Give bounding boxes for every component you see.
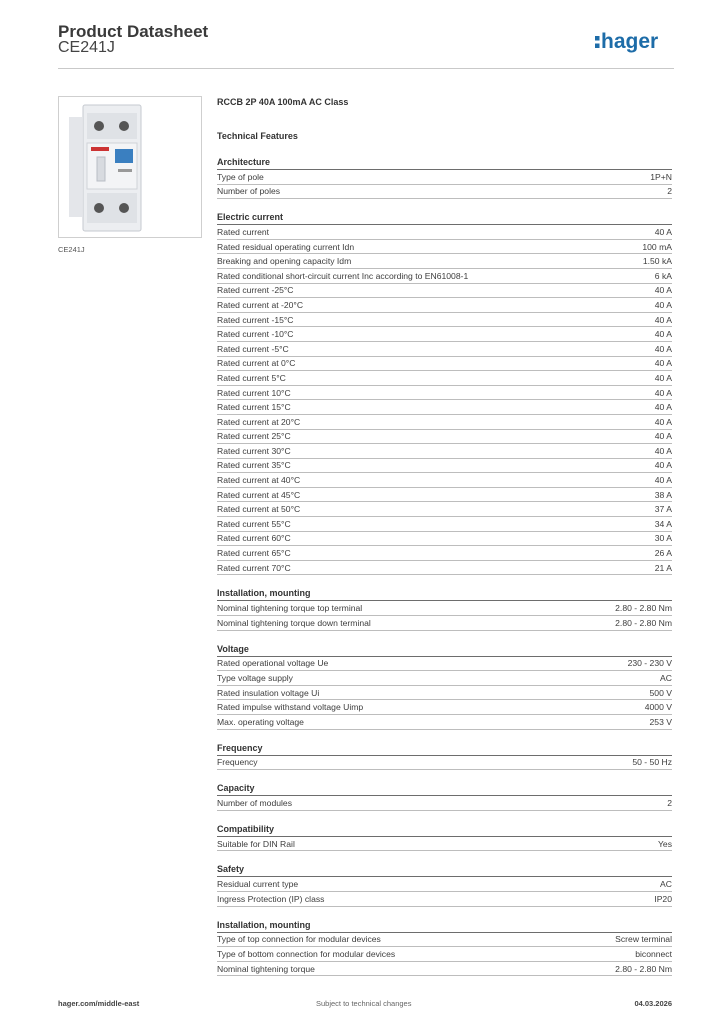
spec-value: 34 A	[654, 518, 672, 529]
spec-row	[217, 502, 672, 517]
spec-row	[217, 488, 672, 503]
spec-row	[217, 546, 672, 561]
spec-row	[217, 686, 672, 701]
spec-row	[217, 371, 672, 386]
spec-row	[217, 415, 672, 430]
spec-value: 30 A	[654, 533, 672, 544]
spec-label: Nominal tightening torque top terminal	[217, 603, 363, 614]
spec-row	[217, 269, 672, 284]
spec-row	[217, 561, 672, 576]
spec-row	[217, 170, 672, 185]
spec-label: Rated current at 20°C	[217, 416, 301, 427]
spec-section	[217, 587, 672, 630]
spec-value: 40 A	[654, 402, 672, 413]
spec-section	[217, 782, 672, 811]
spec-row	[217, 444, 672, 459]
spec-value: 38 A	[654, 489, 672, 500]
spec-value: 40 A	[654, 226, 672, 237]
spec-label: Rated current -25°C	[217, 285, 294, 296]
spec-row	[217, 386, 672, 401]
spec-label: Nominal tightening torque	[217, 963, 315, 974]
spec-row	[217, 327, 672, 342]
spec-section	[217, 742, 672, 771]
spec-value: 40 A	[654, 285, 672, 296]
section-title: Frequency	[217, 742, 672, 756]
spec-label: Rated current 60°C	[217, 533, 291, 544]
spec-row	[217, 700, 672, 715]
spec-value: 50 - 50 Hz	[632, 757, 672, 768]
spec-value: Yes	[657, 838, 672, 849]
spec-label: Frequency	[217, 757, 258, 768]
spec-row	[217, 756, 672, 771]
spec-label: Rated conditional short-circuit current Inc according to EN61008-1	[217, 270, 469, 281]
product-code: CE241J	[58, 39, 115, 56]
spec-row	[217, 313, 672, 328]
spec-value: 40 A	[654, 372, 672, 383]
spec-row	[217, 185, 672, 200]
spec-label: Rated insulation voltage Ui	[217, 687, 320, 698]
spec-row	[217, 877, 672, 892]
footer-date: 04.03.2026	[634, 999, 672, 1008]
spec-row	[217, 357, 672, 372]
section-title: Architecture	[217, 156, 672, 170]
spec-row	[217, 616, 672, 631]
spec-row	[217, 657, 672, 672]
spec-section	[217, 863, 672, 906]
spec-label: Rated current -5°C	[217, 343, 289, 354]
spec-value: 40 A	[654, 329, 672, 340]
spec-value: 40 A	[654, 445, 672, 456]
spec-value: AC	[660, 673, 672, 684]
spec-value: 1.50 kA	[642, 256, 672, 267]
spec-row	[217, 947, 672, 962]
spec-sections	[217, 156, 672, 976]
spec-value: 500 V	[649, 687, 672, 698]
technical-content	[217, 96, 672, 976]
spec-label: Rated current	[217, 226, 270, 237]
spec-row	[217, 342, 672, 357]
spec-value: 2	[667, 797, 672, 808]
spec-row	[217, 240, 672, 255]
spec-label: Suitable for DIN Rail	[217, 838, 295, 849]
spec-value: 2.80 - 2.80 Nm	[615, 603, 672, 614]
spec-label: Rated current 10°C	[217, 387, 291, 398]
spec-value: 2.80 - 2.80 Nm	[615, 963, 672, 974]
section-title: Electric current	[217, 211, 672, 225]
spec-label: Rated impulse withstand voltage Uimp	[217, 702, 364, 713]
spec-label: Rated current -10°C	[217, 329, 294, 340]
spec-value: 40 A	[654, 416, 672, 427]
spec-label: Rated current 35°C	[217, 460, 291, 471]
spec-row	[217, 962, 672, 977]
spec-row	[217, 459, 672, 474]
spec-section	[217, 823, 672, 852]
spec-value: 230 - 230 V	[627, 658, 672, 669]
spec-row	[217, 473, 672, 488]
spec-label: Rated current at -20°C	[217, 299, 304, 310]
spec-value: 100 mA	[642, 241, 672, 252]
spec-label: Type of pole	[217, 171, 264, 182]
spec-value: 40 A	[654, 343, 672, 354]
spec-label: Rated current 70°C	[217, 562, 291, 573]
spec-value: 40 A	[654, 314, 672, 325]
spec-label: Rated current 15°C	[217, 402, 291, 413]
spec-row	[217, 532, 672, 547]
spec-label: Type voltage supply	[217, 673, 293, 684]
spec-section	[217, 211, 672, 575]
spec-row	[217, 671, 672, 686]
spec-section	[217, 156, 672, 199]
spec-value: 40 A	[654, 358, 672, 369]
spec-row	[217, 254, 672, 269]
technical-features-heading: Technical Features	[217, 131, 298, 141]
header-divider	[58, 68, 674, 69]
spec-label: Rated current 30°C	[217, 445, 291, 456]
spec-row	[217, 284, 672, 299]
spec-label: Residual current type	[217, 879, 299, 890]
spec-row	[217, 796, 672, 811]
spec-value: 26 A	[654, 548, 672, 559]
spec-label: Rated current 25°C	[217, 431, 291, 442]
spec-value: 6 kA	[654, 270, 672, 281]
spec-value: 40 A	[654, 460, 672, 471]
spec-section	[217, 643, 672, 730]
spec-label: Ingress Protection (IP) class	[217, 893, 325, 904]
section-title: Voltage	[217, 643, 672, 657]
spec-label: Rated current at 40°C	[217, 475, 301, 486]
spec-label: Rated residual operating current Idn	[217, 241, 355, 252]
section-title: Safety	[217, 863, 672, 877]
product-image	[58, 96, 202, 238]
spec-row	[217, 298, 672, 313]
hager-logo-icon	[594, 28, 674, 56]
spec-label: Max. operating voltage	[217, 716, 304, 727]
spec-value: 1P+N	[650, 171, 672, 182]
brand-name: hager	[601, 30, 659, 53]
spec-value: 2.80 - 2.80 Nm	[615, 617, 672, 628]
spec-value: 40 A	[654, 475, 672, 486]
spec-section	[217, 919, 672, 977]
spec-label: Rated operational voltage Ue	[217, 658, 329, 669]
spec-row	[217, 933, 672, 948]
spec-value: Screw terminal	[615, 934, 672, 945]
spec-label: Rated current 65°C	[217, 548, 291, 559]
spec-label: Rated current at 0°C	[217, 358, 296, 369]
footer-note: Subject to technical changes	[316, 999, 412, 1008]
spec-row	[217, 837, 672, 852]
spec-label: Number of poles	[217, 186, 281, 197]
spec-label: Type of bottom connection for modular devices	[217, 948, 396, 959]
spec-value: 4000 V	[644, 702, 672, 713]
section-title: Installation, mounting	[217, 919, 672, 933]
spec-label: Rated current at 45°C	[217, 489, 301, 500]
spec-row	[217, 400, 672, 415]
spec-value: 21 A	[654, 562, 672, 573]
spec-row	[217, 892, 672, 907]
spec-row	[217, 225, 672, 240]
section-title: Installation, mounting	[217, 587, 672, 601]
spec-label: Type of top connection for modular devices	[217, 934, 381, 945]
spec-value: 253 V	[649, 716, 672, 727]
section-title: Compatibility	[217, 823, 672, 837]
spec-value: 2	[667, 186, 672, 197]
spec-label: Nominal tightening torque down terminal	[217, 617, 371, 628]
section-title: Capacity	[217, 782, 672, 796]
spec-value: biconnect	[635, 948, 672, 959]
spec-row	[217, 601, 672, 616]
page-title: Product Datasheet	[58, 22, 209, 41]
rccb-device-icon	[59, 97, 201, 237]
spec-label: Rated current 55°C	[217, 518, 291, 529]
spec-row	[217, 715, 672, 730]
spec-label: Rated current -15°C	[217, 314, 294, 325]
spec-value: 40 A	[654, 431, 672, 442]
spec-label: Rated current 5°C	[217, 372, 286, 383]
spec-value: 37 A	[654, 504, 672, 515]
spec-row	[217, 517, 672, 532]
spec-value: IP20	[654, 893, 672, 904]
spec-value: 40 A	[654, 387, 672, 398]
spec-value: 40 A	[654, 299, 672, 310]
spec-label: Rated current at 50°C	[217, 504, 301, 515]
spec-label: Number of modules	[217, 797, 292, 808]
product-name: RCCB 2P 40A 100mA AC Class	[217, 97, 349, 107]
spec-row	[217, 430, 672, 445]
spec-value: AC	[660, 879, 672, 890]
footer-website-link[interactable]: hager.com/middle-east	[58, 999, 140, 1008]
image-caption: CE241J	[58, 245, 85, 254]
spec-label: Breaking and opening capacity Idm	[217, 256, 352, 267]
